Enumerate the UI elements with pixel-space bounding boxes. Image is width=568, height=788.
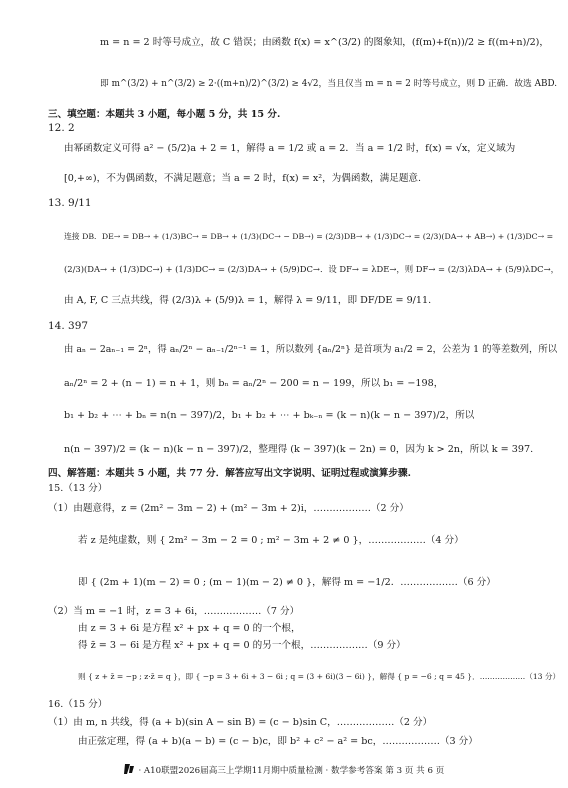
text-line: （2）当 m = −1 时，z = 3 + 6i，………………（7 分） bbox=[48, 606, 300, 617]
text-line: 15.（13 分） bbox=[48, 483, 108, 494]
text-line: 则 { z + z̄ = −p ; z·z̄ = q }，即 { −p = 3 + 6i + 3 − 6i ; q = (3 + 6i)(3 − 6i) }，解得 { p = −6 ; q = 45 }．………………（13 分） bbox=[78, 672, 561, 681]
text-line: 由幂函数定义可得 a² − (5/2)a + 2 = 1，解得 a = 1/2 或 a = 2．当 a = 1/2 时，f(x) = √x，定义域为 bbox=[64, 143, 516, 154]
text-line: 由 A, F, C 三点共线，得 (2/3)λ + (5/9)λ = 1，解得 λ = 9/11，即 DF/DE = 9/11. bbox=[64, 295, 432, 306]
text-line: 14. 397 bbox=[48, 320, 89, 332]
text-line: 三、填空题：本题共 3 小题，每小题 5 分，共 15 分. bbox=[48, 109, 281, 120]
text-line: b₁ + b₂ + ⋯ + bₙ = n(n − 397)/2，b₁ + b₂ + ⋯ + bₖ₋ₙ = (k − n)(k − n − 397)/2，所以 bbox=[64, 410, 475, 421]
text-line: 由 z = 3 + 6i 是方程 x² + px + q = 0 的一个根， bbox=[78, 623, 301, 634]
text-line: aₙ/2ⁿ = 2 + (n − 1) = n + 1，则 bₙ = aₙ/2ⁿ − 200 = n − 199，所以 b₁ = −198， bbox=[64, 378, 444, 389]
text-line: 得 z̄ = 3 − 6i 是方程 x² + px + q = 0 的另一个根，………………（9 分） bbox=[78, 640, 406, 651]
text-line: (2/3)(DA→ + (1/3)DC→) + (1/3)DC→ = (2/3)DA→ + (5/9)DC→．设 DF→ = λDE→，则 DF→ = (2/3)λDA→ + (5/9)λDC→， bbox=[64, 264, 559, 274]
text-line: 16.（15 分） bbox=[48, 699, 108, 710]
text-line: n(n − 397)/2 = (k − n)(k − n − 397)/2，整理得 (k − 397)(k − 2n) = 0，因为 k > 2n，所以 k = 397. bbox=[64, 444, 534, 455]
text-line: 由 aₙ − 2aₙ₋₁ = 2ⁿ，得 aₙ/2ⁿ − aₙ₋₁/2ⁿ⁻¹ = 1，所以数列 {aₙ/2ⁿ} 是首项为 a₁/2 = 2，公差为 1 的等差数列，所以 bbox=[64, 344, 558, 355]
text-line: [0,+∞)，不为偶函数，不满足题意；当 a = 2 时，f(x) = x²，为偶函数，满足题意. bbox=[64, 173, 422, 184]
text-line: 由正弦定理，得 (a + b)(a − b) = (c − b)c，即 b² + c² − a² = bc，………………（3 分） bbox=[78, 736, 478, 747]
brand-logo-icon bbox=[124, 763, 134, 775]
text-line: （1）由 m, n 共线，得 (a + b)(sin A − sin B) = (c − b)sin C，………………（2 分） bbox=[48, 717, 433, 728]
text-line: 12. 2 bbox=[48, 122, 75, 134]
text-line: m = n = 2 时等号成立，故 C 错误；由函数 f(x) = x^(3/2) 的图象知，(f(m)+f(n))/2 ≥ f((m+n)/2)， bbox=[100, 37, 550, 48]
footer-text: · A10联盟2026届高三上学期11月期中质量检测 · 数学参考答案 第 3 页 共 6 页 bbox=[138, 766, 445, 776]
text-line: 即 { (2m + 1)(m − 2) = 0 ; (m − 1)(m − 2) ≠ 0 }，解得 m = −1/2．………………（6 分） bbox=[78, 577, 496, 588]
text-line: 若 z 是纯虚数，则 { 2m² − 3m − 2 = 0 ; m² − 3m + 2 ≠ 0 }，………………（4 分） bbox=[78, 535, 464, 546]
text-line: 连接 DB．DE→ = DB→ + (1/3)BC→ = DB→ + (1/3)(DC→ − DB→) = (2/3)DB→ + (1/3)DC→ = (2/3)(DA→ + AB→) + (1/3)DC→ = bbox=[64, 232, 554, 241]
text-line: 13. 9/11 bbox=[48, 197, 92, 209]
text-line: 即 m^(3/2) + n^(3/2) ≥ 2·((m+n)/2)^(3/2) ≥ 4√2，当且仅当 m = n = 2 时等号成立，则 D 正确．故选 ABD. bbox=[100, 79, 557, 89]
page-footer bbox=[0, 763, 568, 776]
text-line: 四、解答题：本题共 5 小题，共 77 分．解答应写出文字说明、证明过程或演算步骤. bbox=[48, 468, 411, 479]
text-line: （1）由题意得，z = (2m² − 3m − 2) + (m² − 3m + 2)i，………………（2 分） bbox=[48, 503, 409, 514]
